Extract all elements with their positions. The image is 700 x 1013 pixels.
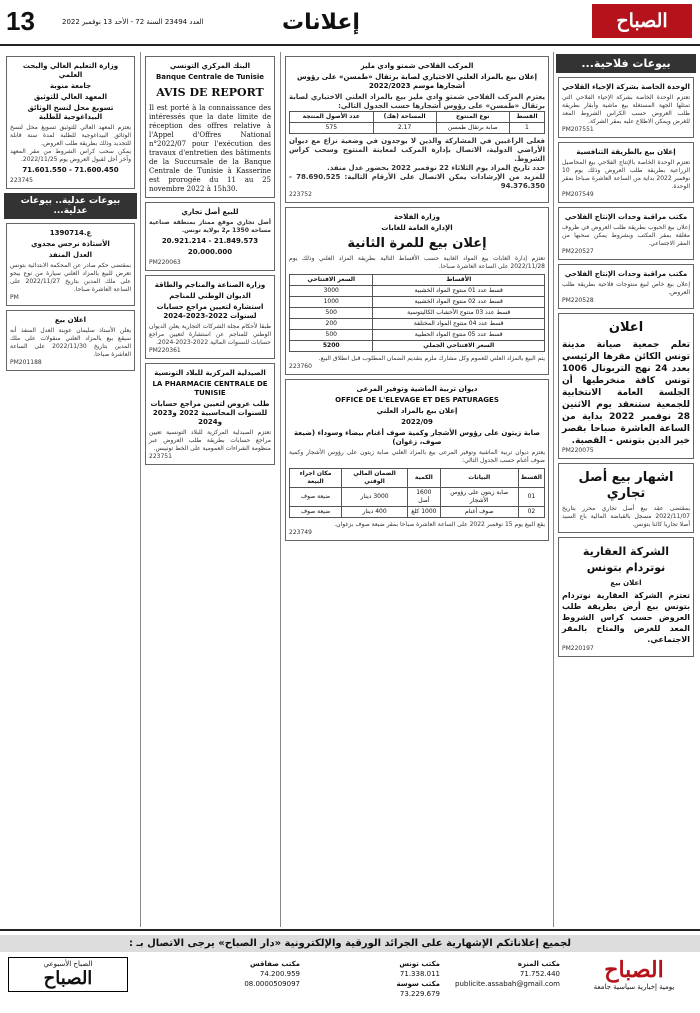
td: 01 [518, 488, 544, 507]
td: 500 [290, 330, 373, 341]
page-header [0, 0, 700, 46]
livestock-org: ديوان تربية الماشية وتوفير المرعى [356, 385, 478, 393]
th: الأقساط [373, 275, 545, 286]
td: 3000 دينار [342, 488, 408, 507]
td: 02 [518, 507, 544, 518]
td: 575 [290, 123, 374, 134]
forest-sale-box [285, 207, 549, 375]
mines-title: استشارة لتعيين مراجع حسابات لسنوات 2022-2023-2024 [156, 303, 264, 320]
td: 1000 [290, 297, 373, 308]
column-divider [140, 52, 141, 927]
sousse-phone: 73.229.679 [399, 990, 440, 998]
forest-body: تعتزم إدارة الغابات بيع المواد الغابية حسب الأقساط التالية بطريقة المزاد العلني وذلك يوم 2022/11/28 على الساعة العاشرة صباحا. [289, 255, 545, 270]
court-name: الأستاذة نرجس مجدوي [31, 240, 110, 248]
office-phone: 71.752.440 [519, 970, 560, 978]
forest-table [289, 274, 545, 352]
pharmacy-name-ar: الصيدلية المركزية للبلاد التونسية [154, 369, 266, 377]
notice-title: اعلان [608, 320, 644, 335]
orange-subtitle: إعلان بيع بالمزاد العلني الاختياري لصابة برتقال «طمسن» على رؤوس أشجارها موسم 2022/2023 [296, 73, 538, 90]
column-center-right [283, 52, 551, 927]
footer-tagline: يومية إخبارية سياسية جامعة [593, 983, 675, 991]
livestock-sale-box [285, 379, 549, 541]
olive-table [289, 468, 545, 518]
th: 5200 [290, 341, 373, 352]
forest-ref: 223760 [289, 363, 312, 370]
column-divider [553, 52, 554, 927]
sale-body: أصل تجاري موقع ممتاز بمنطقة صناعية مساحة 1350 م2 بولاية تونس. [149, 219, 271, 234]
bank-name-fr: Banque Centrale de Tunisie [155, 73, 265, 81]
footer-phone: 08.0000509097 [244, 980, 300, 988]
estate-box [558, 537, 694, 657]
td: صابة برتقال طمسن [436, 123, 509, 134]
ad-title: إعلان بيع بالطريقة التنافسية [576, 148, 676, 156]
td: 3000 [290, 286, 373, 297]
footer-tunis-block [310, 959, 440, 999]
th: مكان اجراء البيعة [290, 469, 342, 488]
edu-institute: المعهد العالي للتوثيق [33, 93, 108, 101]
notice-box [558, 313, 694, 459]
th: الكمية [408, 469, 440, 488]
sale2-title: اعلان بيع [54, 316, 87, 324]
tunis-label: مكتب تونس [399, 960, 440, 968]
th: القسط [518, 469, 544, 488]
sale-price: 20.000.000 [187, 248, 233, 256]
column-left [4, 52, 137, 927]
td: صابة زيتون على رؤوس الأشجار [440, 488, 518, 507]
th: السعر الافتتاحي [290, 275, 373, 286]
estate-sub: اعلان بيع [610, 579, 642, 587]
avis-body: Il est porté à la connaissance des intéressés que la date limite de réception des offres relative à l'Appel d'Offres National n°2022/07 pour l'exécution des travaux d'entretien des bâtiments de la Succursale de la Banque Centrale de Tunisie à Kasserine est prorogée du 11 au 25 novembre 2022 à 15h30. [149, 104, 271, 193]
livestock-org-fr: OFFICE DE L'ELEVAGE ET DES PATURAGES [335, 396, 499, 404]
ad-body: تعتزم الوحدة الخاصة بشركة الإحياء الفلاحي التي تمثلها الجهة المستغلة بيع ماشية وأبقار بطريقة طلب العروض حسب الكراس الشروط المعد للغرض ويمكن الاطلاع عليه بمقر الشركة. [562, 94, 690, 125]
th: عدد الأصول المنتجة [290, 112, 374, 123]
weekly-label: الصباح الأسبوعي [43, 960, 93, 968]
court-sub: العدل المنفذ [48, 251, 93, 259]
ad-ref: PM207551 [562, 126, 594, 133]
footer-office-block [450, 959, 560, 989]
td: 500 [290, 308, 373, 319]
ad-title: مكتب مراقبة وحدات الإنتاج الفلاحي [564, 270, 688, 278]
sale-ref: PM220063 [149, 259, 181, 266]
shop-body: بمقتضى عقد بيع أصل تجاري محرر بتاريخ 2022/11/07 مسجل بالقباضة المالية باع السيد أصلا تجاريا كائنا بتونس. [562, 505, 690, 528]
footer-logo-block [574, 957, 694, 991]
footer-email: publicite.assabah@gmail.com [455, 980, 560, 988]
orange-body2: فعلى الراغبين في المشاركة والذين لا يوجدون في وضعية نزاع مع ديوان الأراضي الدولية، الاتصال بإدارة المركب لمعاينة المنتوج وسحب كراس الشروط. [289, 137, 545, 163]
estate-title: الشركة العقارية نوتردام بتونس [582, 545, 670, 574]
orange-body: يعتزم المركب الفلاحي شمتو وادي مليز بيع بالمزاد العلني الاختياري لصابة برتقال «طمسن» على رؤوس أشجارها حسب الجدول التالي: [289, 93, 545, 110]
mines-body: طبقا لأحكام مجلة الشركات التجارية يعلن الديوان الوطني للمناجم عن استشارة لتعيين مراجع حسابات للسنوات المالية 2022-2023-2024. [149, 323, 271, 346]
edu-title: تسويغ محل لنسخ الوثائق البيداغوجية للطلبة [27, 104, 114, 121]
forest-ministry: وزارة الفلاحة [393, 213, 441, 221]
ad-box [558, 264, 694, 309]
notice-body: تعلم جمعية صيانة مدينة تونس الكائن مقرها الرئيسي بعدد 24 نهج التربونال 1006 تونس كافة منخرطيها أن الجلسة العامة الانتخابية للجمعية ستنعقد يوم الاثنين 28 نوفمبر 2022 بداية من الساعة العاشرة صباحا بقصر خير الدين بتونس - القصبة. [562, 340, 690, 446]
section-title: إعلانات [282, 10, 360, 35]
livestock-ref: 223749 [289, 529, 312, 536]
estate-body: تعتزم الشركة العقارية نوتردام بتونس بيع أرض بطريقة طلب العروض حسب كراس الشروط المعد للغرض والمتاح بالمقر الاجتماعي. [562, 591, 690, 644]
pharmacy-title: طلب عروض لتعيين مراجع حسابات للسنوات المحاسبية 2022 و2023 و2024 [150, 400, 270, 426]
court-body: بمقتضى حكم صادر عن المحكمة الابتدائية بتونس تعرض للبيع بالمزاد العلني سيارة من نوع بيجو على ملك المدين بتاريخ 2022/11/27 على الساعة العاشرة صباحا. [10, 262, 131, 293]
orange-body3: حدد تاريخ المزاد يوم الثلاثاء 22 نوفمبر 2022 بحضور عدل منفذ. [327, 164, 545, 172]
issue-info: العدد 23494 السنة 72 - الأحد 13 نوفمبر 2022 [62, 18, 204, 26]
weekly-logo: الصباح [43, 968, 93, 989]
tunis-phone: 71.338.011 [399, 970, 440, 978]
sale-phones: 21.849.573 - 20.921.214 [161, 237, 259, 245]
forest-title: إعلان بيع للمرة الثانية [347, 236, 487, 251]
td: قسط عدد 02 منتوج المواد الخشبية [373, 297, 545, 308]
ad-title: الوحدة الخاصة بشركة الإحياء الفلاحي [562, 83, 690, 91]
forest-body2: يتم البيع بالمزاد العلني للعموم وكل مشارك ملزم بتقديم الضمان المطلوب قبل انطلاق البيع. [318, 355, 545, 362]
ad-box [558, 77, 694, 138]
th: القسط [509, 112, 544, 123]
edu-body2: يمكن سحب كراس الشروط من مقر المعهد وآخر أجل لقبول العروض يوم 2022/11/25. [10, 148, 131, 163]
orange-title: المركب الفلاحي شمتو وادي مليز [360, 62, 474, 70]
footer-logo: الصباح [604, 957, 664, 983]
column-right [556, 52, 696, 927]
mines-call-box [145, 275, 275, 359]
orange-sale-box [285, 56, 549, 203]
shop-sale-box-2 [145, 202, 275, 271]
pharmacy-ref: 223751 [149, 453, 172, 460]
page-number: 13 [6, 6, 35, 36]
td: 1000 كلغ [408, 507, 440, 518]
avis-title: AVIS DE REPORT [156, 86, 264, 99]
footer-sfax-block [190, 959, 300, 989]
ad-ref: PM207549 [562, 191, 594, 198]
td: صوف أغنام [440, 507, 518, 518]
farm-sales-banner: بيوعات فلاحية... [556, 54, 696, 73]
ad-ref: PM220528 [562, 297, 594, 304]
th: الضمان المالي الوقتي [342, 469, 408, 488]
td: قسط عدد 05 منتوج المواد الحطبية [373, 330, 545, 341]
td: 1 [509, 123, 544, 134]
sale-box-2 [6, 310, 135, 371]
pharmacy-name-fr: LA PHARMACIE CENTRALE DE TUNISIE [152, 380, 268, 397]
livestock-body2: يقع البيع يوم 15 نوفمبر 2022 على الساعة العاشرة صباحا بمقر ضيعة صوف بزغوان. [334, 521, 545, 528]
orange-ref: 223752 [289, 191, 312, 198]
footer-contact-bar: لجميع إعلاناتكم الإشهارية على الجرائد الورقية والإلكترونية «دار الصباح» يرجى الاتصال بـ : [0, 935, 700, 952]
mines-office: الديوان الوطني للمناجم [169, 292, 251, 300]
th: البيانات [440, 469, 518, 488]
ad-body: إعلان بيع خاص لبيع منتوجات فلاحية بطريقة طلب العروض. [562, 281, 690, 296]
estate-ref: PM220197 [562, 645, 594, 652]
sale-title: للبيع أصل تجاري [181, 208, 239, 216]
ad-box [558, 142, 694, 203]
shop-title: اشهار بيع أصل تجاري [578, 470, 674, 501]
column-center-left [143, 52, 277, 927]
sfax-phone: 74.200.959 [259, 970, 300, 978]
edu-ministry: وزارة التعليم العالي والبحث العلمي [22, 62, 119, 79]
livestock-title: إعلان بيع بالمزاد العلني [376, 407, 458, 415]
ad-body: إعلان بيع الحبوب بطريقة طلب العروض في ظروف مغلقة بمقر المكتب وبشروط يمكن سحبها من المقر الاجتماعي. [562, 224, 690, 247]
court-ref: PM [10, 294, 19, 301]
university-box [6, 56, 135, 189]
th: نوع المنتوج [436, 112, 509, 123]
mines-ministry: وزارة الصناعة والمناجم والطاقة [154, 281, 266, 289]
td: ضيعة صوف [290, 507, 342, 518]
court-num: ع.1390714 [49, 229, 92, 237]
court-sales-banner: بيوعات عدلية.. بيوعات عدلية... [4, 193, 137, 219]
td: قسط عدد 04 منتوج المواد المختلفة [373, 319, 545, 330]
th: المساحة (هك) [373, 112, 436, 123]
th: السعر الافتتاحي الجملي [373, 341, 545, 352]
edu-university: جامعة منوبة [49, 82, 92, 90]
td: 400 دينار [342, 507, 408, 518]
td: 2.17 [373, 123, 436, 134]
notice-ref: PM220075 [562, 447, 594, 454]
orange-table [289, 111, 545, 134]
livestock-body: يعتزم ديوان تربية الماشية وتوفير المرعى بيع بالمزاد العلني صابة زيتون على رؤوس الأشجار وكمية صوف أغنام حسب الجدول التالي: [289, 449, 545, 464]
office-label: مكتب المنزه [517, 960, 560, 968]
livestock-subject: صابة زيتون على رؤوس الأشجار وكمية صوف أغنام بيضاء وسوداء (ضيعة صوف، زغوان) [294, 429, 540, 446]
sale2-ref: PM201188 [10, 359, 42, 366]
sfax-label: مكتب صفاقس [249, 960, 300, 968]
footer-weekly-block [8, 957, 128, 992]
mines-ref: PM220361 [149, 347, 181, 354]
ad-body: تعتزم الوحدة الخاصة بالإنتاج الفلاحي بيع المحاصيل الزراعية بطريقة طلب العروض وذلك يوم 10 نوفمبر 2022 بداية من الساعة العاشرة صباحا بمقر الوحدة. [562, 159, 690, 190]
pharmacy-call-box [145, 363, 275, 465]
orange-phones: للمزيد من الإرشادات يمكن الاتصال على الأرقام التالية: 78.690.525 - 94.376.350 [289, 173, 546, 190]
td: ضيعة صوف [290, 488, 342, 507]
livestock-num: 2022/09 [401, 418, 433, 426]
ad-box [558, 207, 694, 260]
edu-body: يعتزم المعهد العالي للتوثيق تسويغ محل لنسخ الوثائق البيداغوجية للطلبة لمدة سنة قابلة للتجديد وذلك بطريقة طلب العروض. [10, 124, 131, 147]
sousse-label: مكتب سوسة [396, 980, 440, 988]
column-divider [280, 52, 281, 927]
bank-notice-box [145, 56, 275, 198]
bank-name-ar: البنك المركزي التونسي [169, 62, 251, 70]
shop-sale-box [558, 463, 694, 533]
td: 1600 أصل [408, 488, 440, 507]
court-box [6, 223, 135, 306]
ad-title: مكتب مراقبة وحدات الإنتاج الفلاحي [564, 213, 688, 221]
edu-ref: 223745 [10, 177, 33, 184]
forest-dept: الإدارة العامة للغابات [381, 224, 453, 232]
edu-phones: 71.600.450 - 71.601.550 [22, 166, 119, 174]
newspaper-logo: الصباح [592, 4, 692, 38]
sale2-body: يعلن الأستاذ سليمان عوينة العدل المنفذ أنه سيقع بيع بالمزاد العلني منقولات على ملك المدين بتاريخ 2022/11/30 على الساعة العاشرة صباحا. [10, 327, 131, 358]
td: قسط عدد 01 منتوج المواد الخشبية [373, 286, 545, 297]
ad-ref: PM220527 [562, 248, 594, 255]
td: قسط عدد 03 منتوج الأخشاب الكاليتوسية [373, 308, 545, 319]
page-footer [0, 929, 700, 1013]
td: 200 [290, 319, 373, 330]
pharmacy-body: تعتزم الصيدلية المركزية للبلاد التونسية تعيين مراجع حسابات بطريقة طلب العروض عبر منظومة الشراءات العمومية على الخط تونيبس. [149, 429, 271, 452]
